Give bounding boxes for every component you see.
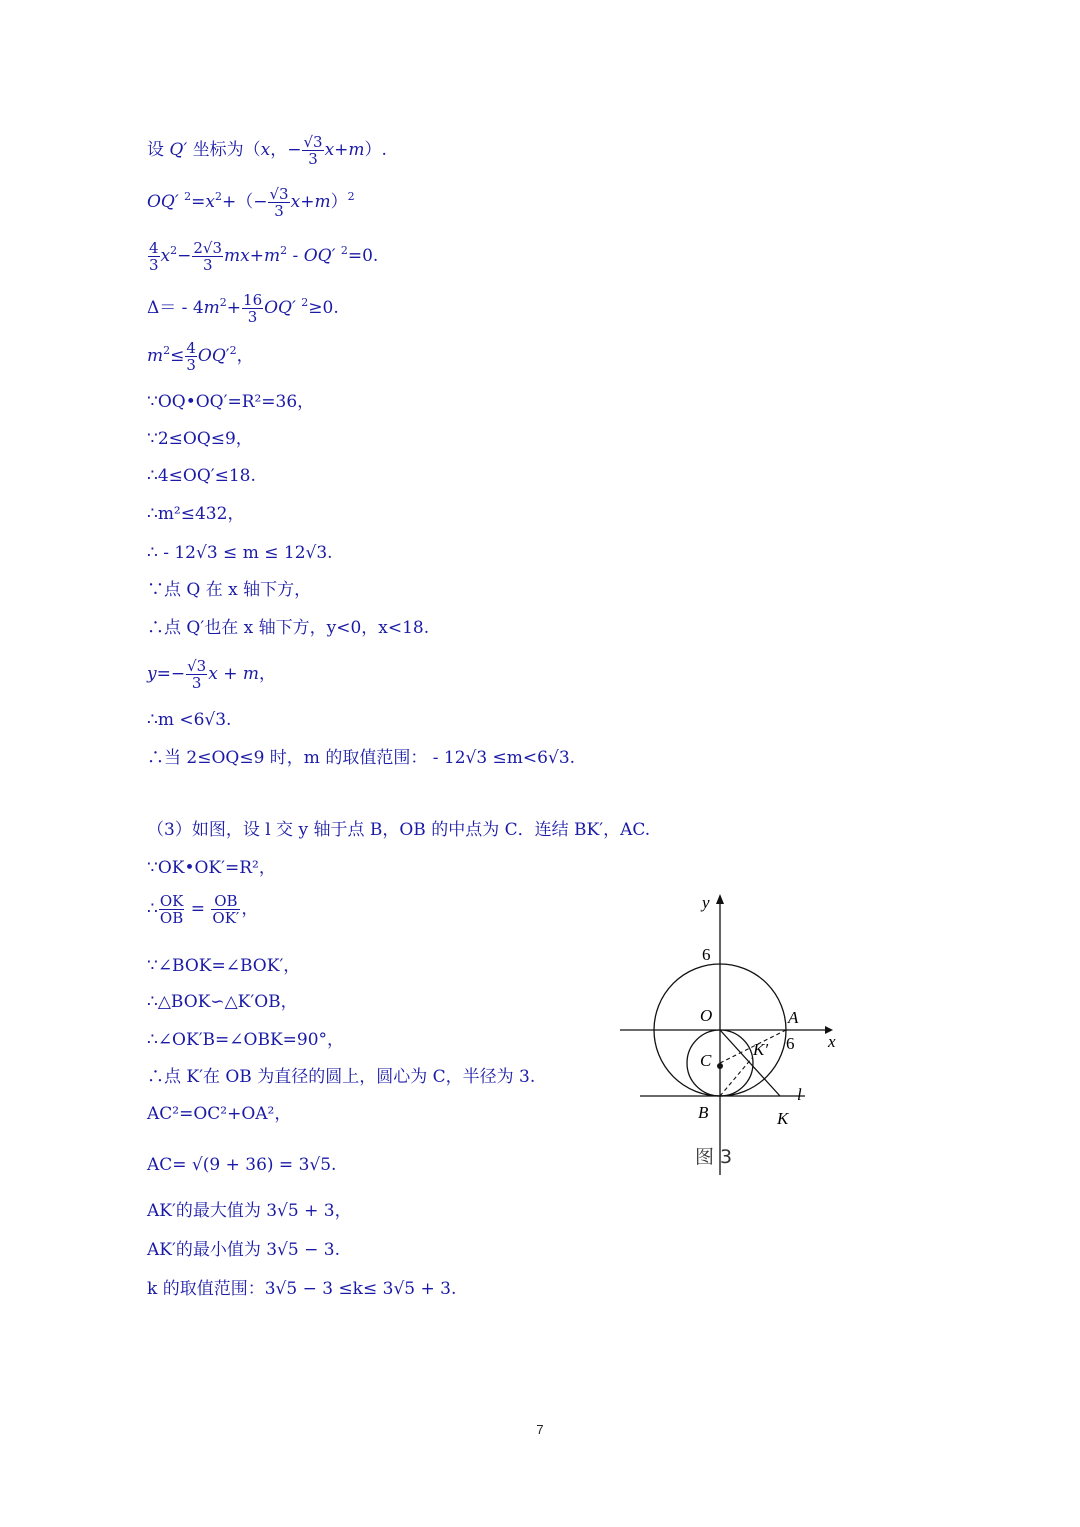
page-number: 7 [536, 1422, 544, 1437]
solution-line-9: ∴m²≤432， [147, 504, 245, 524]
center-C-dot [717, 1063, 723, 1069]
solution-line-12: ∴点 Q′也在 x 轴下方，y<0，x<18. [147, 618, 430, 638]
solution-line-16: （3）如图，设 l 交 y 轴于点 B，OB 的中点为 C．连结 BK′，AC. [147, 820, 651, 840]
solution-line-1: 设 Q′ 坐标为（x，− $\frac{√3}{3}$ x+m）. [147, 133, 387, 168]
solution-line-14: ∴m <6√3. [147, 710, 232, 730]
label-l: l [797, 1085, 802, 1104]
figure-caption: 图 3 [695, 1146, 733, 1168]
y-axis-arrow [716, 894, 724, 904]
solution-line-17: ∵OK•OK′=R²， [147, 858, 276, 878]
solution-line-4: $\Delta= - 4m^2+$ $\frac{16}{3}$ OQ′ $^2$≥0. [147, 291, 339, 326]
solution-line-13: y=− $\frac{√3}{3}$ x + m， [147, 657, 276, 692]
solution-line-23: AC²=OC²+OA²， [147, 1104, 292, 1124]
solution-line-22: ∴点 K′在 OB 为直径的圆上，圆心为 C，半径为 3. [147, 1067, 536, 1087]
solution-line-20: ∴△BOK∽△K′OB， [147, 992, 298, 1012]
solution-line-3: $\frac{4}{3}$ $x^2-$ $\frac{2√3}{3}$ $mx+m^2 - OQ'$ $^2$=0. [149, 239, 379, 274]
solution-line-6: ∵OQ•OQ′=R²=36， [147, 392, 315, 412]
label-O: O [700, 1006, 713, 1025]
label-x-axis: x [828, 1032, 836, 1051]
solution-line-5: $m^2\le$ $\frac{4}{3}$ $OQ'^2$， [147, 339, 254, 374]
solution-line-18: ∴ $\frac{OK}{OB}$ = $\frac{OB}{OK'}$ ， [147, 892, 259, 927]
solution-line-27: k 的取值范围：3√5 − 3 ≤k≤ 3√5 + 3. [147, 1279, 457, 1299]
solution-line-25: AK′的最大值为 3√5 + 3， [147, 1201, 352, 1221]
solution-line-11: ∵点 Q 在 x 轴下方， [147, 580, 312, 600]
label-C: C [700, 1051, 712, 1070]
solution-line-24: AC= √(9 + 36) = 3√5. [147, 1155, 337, 1175]
label-A: A [788, 1008, 799, 1027]
label-6-right: 6 [786, 1034, 795, 1053]
label-Kprime: K′ [753, 1040, 769, 1059]
solution-line-26: AK′的最小值为 3√5 − 3. [147, 1240, 340, 1260]
label-y-axis: y [702, 893, 710, 912]
label-K: K [777, 1109, 789, 1128]
figure-3-diagram [615, 880, 855, 1180]
solution-line-8: ∴4≤OQ′≤18. [147, 466, 256, 486]
solution-line-7: ∵2≤OQ≤9， [147, 429, 253, 449]
solution-line-21: ∴∠OK′B=∠OBK=90°， [147, 1030, 345, 1050]
solution-line-19: ∵∠BOK=∠BOK′， [147, 956, 301, 976]
label-B: B [698, 1103, 709, 1122]
label-6-top: 6 [702, 945, 711, 964]
figure-3 [615, 880, 855, 1180]
segment-OK [720, 1030, 780, 1096]
solution-line-15: ∴当 2≤OQ≤9 时，m 的取值范围： - 12√3 ≤m<6√3. [147, 748, 576, 768]
solution-line-2: OQ′ $^2=x^2+(-$ $\frac{√3}{3}$ x+m）$^2$ [147, 185, 355, 220]
solution-line-10: ∴ - 12√3 ≤ m ≤ 12√3. [147, 543, 333, 563]
